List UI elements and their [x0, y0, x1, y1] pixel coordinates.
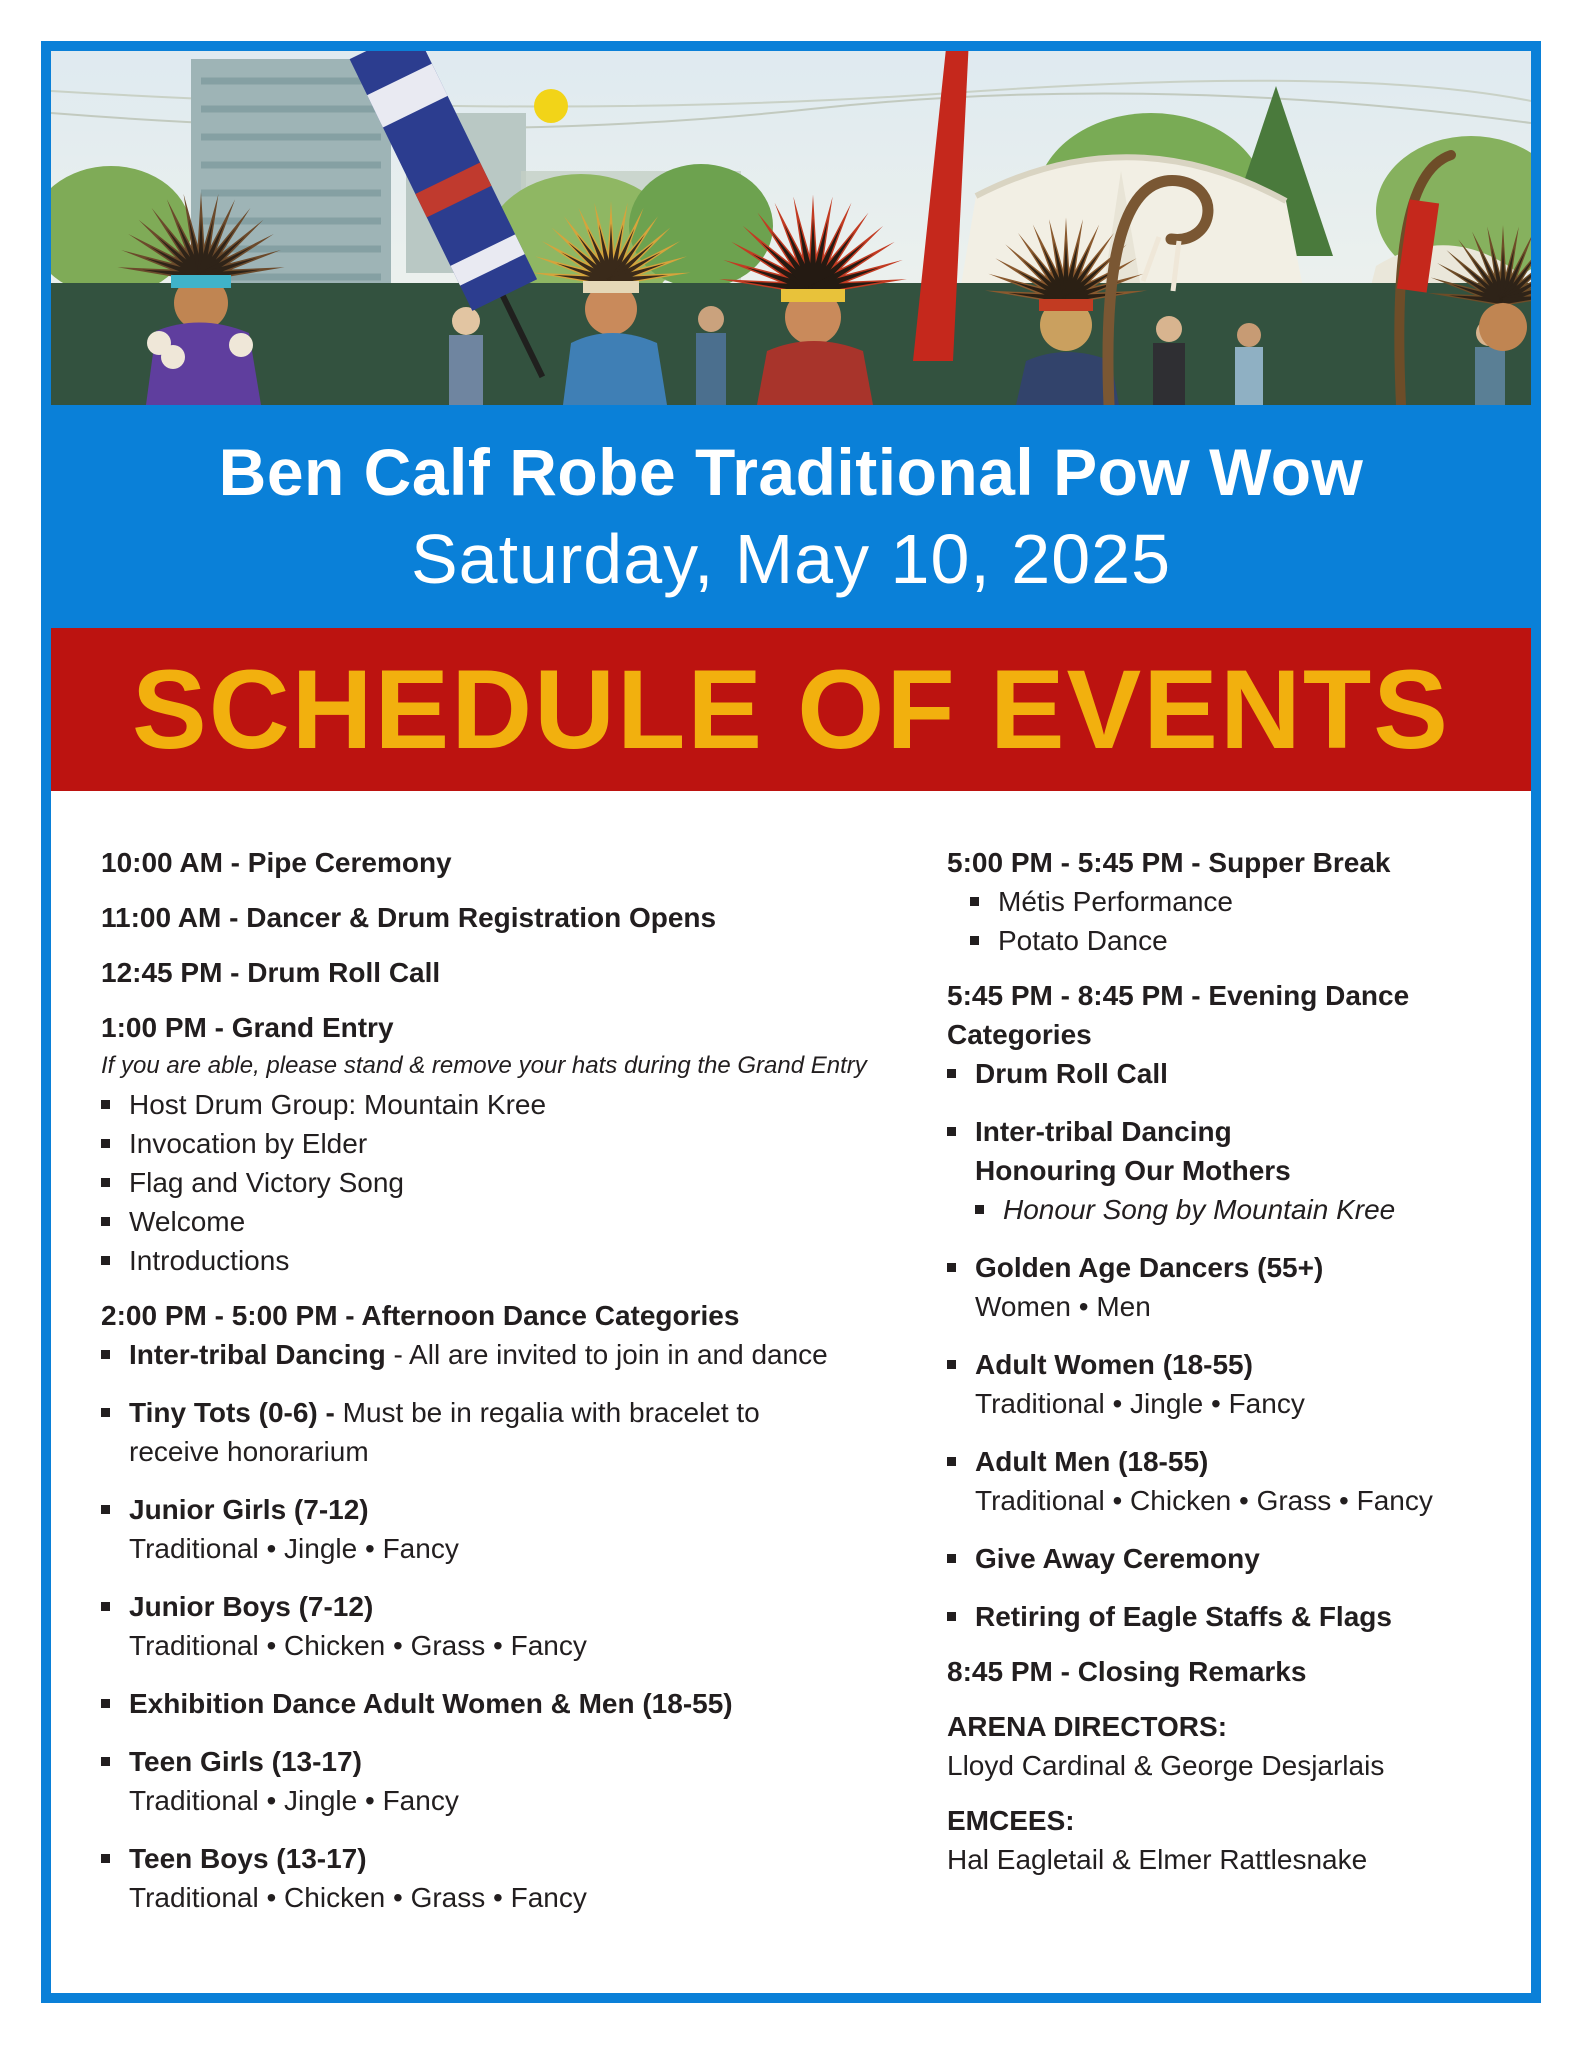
schedule-item: [975, 1190, 1395, 1229]
schedule-item: [101, 1393, 851, 1471]
schedule-item: [101, 1587, 851, 1665]
item-bold-text: Inter-tribal Dancing: [129, 1339, 386, 1370]
item-subtext: Women • Men: [975, 1291, 1151, 1322]
section-heading: 5:45 PM - 8:45 PM - Evening Dance Categories: [947, 980, 1410, 1050]
item-body: [129, 1202, 245, 1241]
item-text: Introductions: [129, 1245, 290, 1276]
bullet-square-icon: [101, 1408, 110, 1417]
schedule-section: [101, 843, 851, 882]
schedule-item: [970, 882, 1481, 921]
item-body: [129, 1839, 587, 1917]
item-bold-text: Exhibition Dance Adult Women & Men (18-55): [129, 1688, 733, 1719]
schedule-item: [101, 1202, 851, 1241]
item-body: [129, 1163, 404, 1202]
item-line: [975, 1248, 1323, 1287]
item-text: Invocation by Elder: [129, 1128, 368, 1159]
item-body: [975, 1248, 1323, 1326]
bullet-square-icon: [947, 1069, 956, 1078]
item-body: [975, 1112, 1395, 1229]
item-line: [129, 1587, 587, 1626]
section-heading: 11:00 AM - Dancer & Drum Registration Opens: [101, 902, 717, 933]
item-text: Host Drum Group: Mountain Kree: [129, 1089, 547, 1120]
section-item-list: [101, 1335, 851, 1917]
item-body: [129, 1393, 851, 1471]
schedule-item: [947, 1112, 1481, 1229]
schedule-column-left: [101, 843, 867, 1933]
item-bold-text: Junior Boys (7-12): [129, 1591, 374, 1622]
schedule-section: [947, 1801, 1481, 1879]
schedule-section: [101, 953, 851, 992]
item-body: [1003, 1190, 1395, 1229]
item-body: [129, 1241, 289, 1280]
schedule-section: [947, 1707, 1481, 1785]
item-body: [129, 1684, 733, 1723]
item-body: [975, 1345, 1305, 1423]
schedule-section: [101, 1296, 851, 1917]
item-bold-text: Honouring Our Mothers: [975, 1155, 1291, 1186]
schedule-item: [947, 1054, 1481, 1093]
item-line: [129, 1490, 459, 1529]
item-bold-text: Golden Age Dancers (55+): [975, 1252, 1324, 1283]
item-body: [129, 1742, 459, 1820]
bullet-square-icon: [101, 1350, 110, 1359]
section-item-list: [947, 1054, 1481, 1636]
event-date: Saturday, May 10, 2025: [410, 520, 1172, 599]
item-body: [129, 1335, 828, 1374]
schedule-item: [947, 1345, 1481, 1423]
item-subtext: Traditional • Jingle • Fancy: [129, 1533, 459, 1564]
item-line: [1003, 1190, 1395, 1229]
bullet-square-icon: [970, 897, 979, 906]
item-subtext: Traditional • Jingle • Fancy: [975, 1388, 1305, 1419]
item-line: [129, 1393, 851, 1471]
item-subtext: Traditional • Chicken • Grass • Fancy: [975, 1485, 1433, 1516]
item-body: [129, 1085, 546, 1124]
bullet-square-icon: [947, 1554, 956, 1563]
bullet-square-icon: [101, 1699, 110, 1708]
bullet-square-icon: [975, 1205, 984, 1214]
item-bold-text: Tiny Tots (0-6) -: [129, 1397, 343, 1428]
item-line: [998, 882, 1233, 921]
schedule-section: [101, 1008, 867, 1280]
section-heading: 5:00 PM - 5:45 PM - Supper Break: [947, 847, 1391, 878]
section-note: If you are able, please stand & remove your hats during the Grand Entry: [101, 1052, 867, 1079]
schedule-banner: [51, 628, 1531, 791]
item-line: [129, 1742, 459, 1781]
item-line: [129, 1335, 828, 1374]
item-subtext: Traditional • Chicken • Grass • Fancy: [129, 1882, 587, 1913]
item-bold-text: Drum Roll Call: [975, 1058, 1168, 1089]
section-heading: ARENA DIRECTORS:: [947, 1711, 1228, 1742]
flyer-frame: [41, 41, 1541, 2003]
item-body: [998, 882, 1233, 921]
item-bold-text: Give Away Ceremony: [975, 1543, 1260, 1574]
item-line: [129, 1124, 367, 1163]
item-bold-text: Inter-tribal Dancing: [975, 1116, 1232, 1147]
schedule-item: [101, 1163, 851, 1202]
item-line: [975, 1112, 1395, 1151]
item-line: [975, 1539, 1260, 1578]
bullet-square-icon: [101, 1505, 110, 1514]
schedule-item: [101, 1124, 851, 1163]
schedule-item: [947, 1248, 1481, 1326]
event-title: Ben Calf Robe Traditional Pow Wow: [218, 435, 1364, 510]
section-item-list: [101, 1085, 851, 1280]
item-body: [129, 1124, 367, 1163]
powwow-photo: [51, 51, 1531, 405]
item-text: Flag and Victory Song: [129, 1167, 404, 1198]
schedule-section: [947, 843, 1481, 960]
schedule-column-right: [947, 843, 1481, 1933]
schedule-item: [947, 1442, 1481, 1520]
bullet-square-icon: [101, 1256, 110, 1265]
bullet-square-icon: [101, 1854, 110, 1863]
bullet-square-icon: [947, 1612, 956, 1621]
bullet-square-icon: [947, 1127, 956, 1136]
section-text: Hal Eagletail & Elmer Rattlesnake: [947, 1844, 1368, 1875]
section-heading: 2:00 PM - 5:00 PM - Afternoon Dance Categories: [101, 1300, 740, 1331]
item-line-2: [975, 1151, 1395, 1190]
item-text: Honour Song by Mountain Kree: [1003, 1194, 1396, 1225]
section-heading: 1:00 PM - Grand Entry: [101, 1012, 394, 1043]
item-body: [975, 1054, 1168, 1093]
item-line: [975, 1054, 1168, 1093]
schedule-item: [101, 1839, 851, 1917]
item-bold-text: Adult Women (18-55): [975, 1349, 1253, 1380]
item-body: [975, 1539, 1260, 1578]
schedule-item: [101, 1241, 851, 1280]
schedule-item: [101, 1684, 851, 1723]
item-text: Métis Performance: [998, 886, 1233, 917]
bullet-square-icon: [947, 1360, 956, 1369]
section-heading: 10:00 AM - Pipe Ceremony: [101, 847, 452, 878]
schedule-item: [101, 1742, 851, 1820]
item-body: [975, 1597, 1392, 1636]
item-bold-text: Teen Girls (13-17): [129, 1746, 362, 1777]
schedule-item: [101, 1335, 851, 1374]
item-line: [129, 1241, 289, 1280]
item-line: [998, 921, 1168, 960]
bullet-square-icon: [101, 1757, 110, 1766]
item-bold-text: Retiring of Eagle Staffs & Flags: [975, 1601, 1392, 1632]
bullet-square-icon: [101, 1139, 110, 1148]
section-text: Lloyd Cardinal & George Desjarlais: [947, 1750, 1385, 1781]
title-band: [51, 405, 1531, 628]
item-line: [975, 1442, 1433, 1481]
item-text: Must be in regalia with bracelet to receive honorarium: [129, 1397, 760, 1467]
schedule-section: [947, 1652, 1481, 1691]
schedule-item: [101, 1085, 851, 1124]
item-line: [975, 1345, 1305, 1384]
item-body: [129, 1587, 587, 1665]
item-line: [129, 1163, 404, 1202]
bullet-square-icon: [947, 1457, 956, 1466]
item-bold-text: Adult Men (18-55): [975, 1446, 1209, 1477]
item-bold-text: Teen Boys (13-17): [129, 1843, 367, 1874]
schedule-item: [947, 1539, 1481, 1578]
bullet-square-icon: [101, 1100, 110, 1109]
item-body: [998, 921, 1168, 960]
schedule-item: [947, 1597, 1481, 1636]
schedule-banner-text: SCHEDULE OF EVENTS: [132, 646, 1450, 772]
item-subtext: Traditional • Chicken • Grass • Fancy: [129, 1630, 587, 1661]
item-line: [129, 1202, 245, 1241]
bullet-square-icon: [947, 1263, 956, 1272]
item-line: [129, 1839, 587, 1878]
item-body: [129, 1490, 459, 1568]
item-children: [975, 1190, 1395, 1229]
item-subtext: Traditional • Jingle • Fancy: [129, 1785, 459, 1816]
item-text: Welcome: [129, 1206, 246, 1237]
section-heading: EMCEES:: [947, 1805, 1075, 1836]
schedule-item: [101, 1490, 851, 1568]
item-body: [975, 1442, 1433, 1520]
bullet-square-icon: [101, 1602, 110, 1611]
powwow-photo-graphic: [51, 51, 1531, 405]
section-heading: 12:45 PM - Drum Roll Call: [101, 957, 441, 988]
schedule-item: [970, 921, 1481, 960]
item-text: Potato Dance: [998, 925, 1168, 956]
item-text: - All are invited to join in and dance: [385, 1339, 828, 1370]
item-line: [975, 1597, 1392, 1636]
section-item-list: [947, 882, 1481, 960]
schedule-section: [101, 898, 851, 937]
bullet-square-icon: [970, 936, 979, 945]
item-line: [129, 1085, 546, 1124]
item-bold-text: Junior Girls (7-12): [129, 1494, 369, 1525]
section-heading: 8:45 PM - Closing Remarks: [947, 1656, 1307, 1687]
bullet-square-icon: [101, 1217, 110, 1226]
schedule-section: [947, 976, 1481, 1636]
bullet-square-icon: [101, 1178, 110, 1187]
schedule-body: [51, 791, 1531, 1933]
item-line: [129, 1684, 733, 1723]
